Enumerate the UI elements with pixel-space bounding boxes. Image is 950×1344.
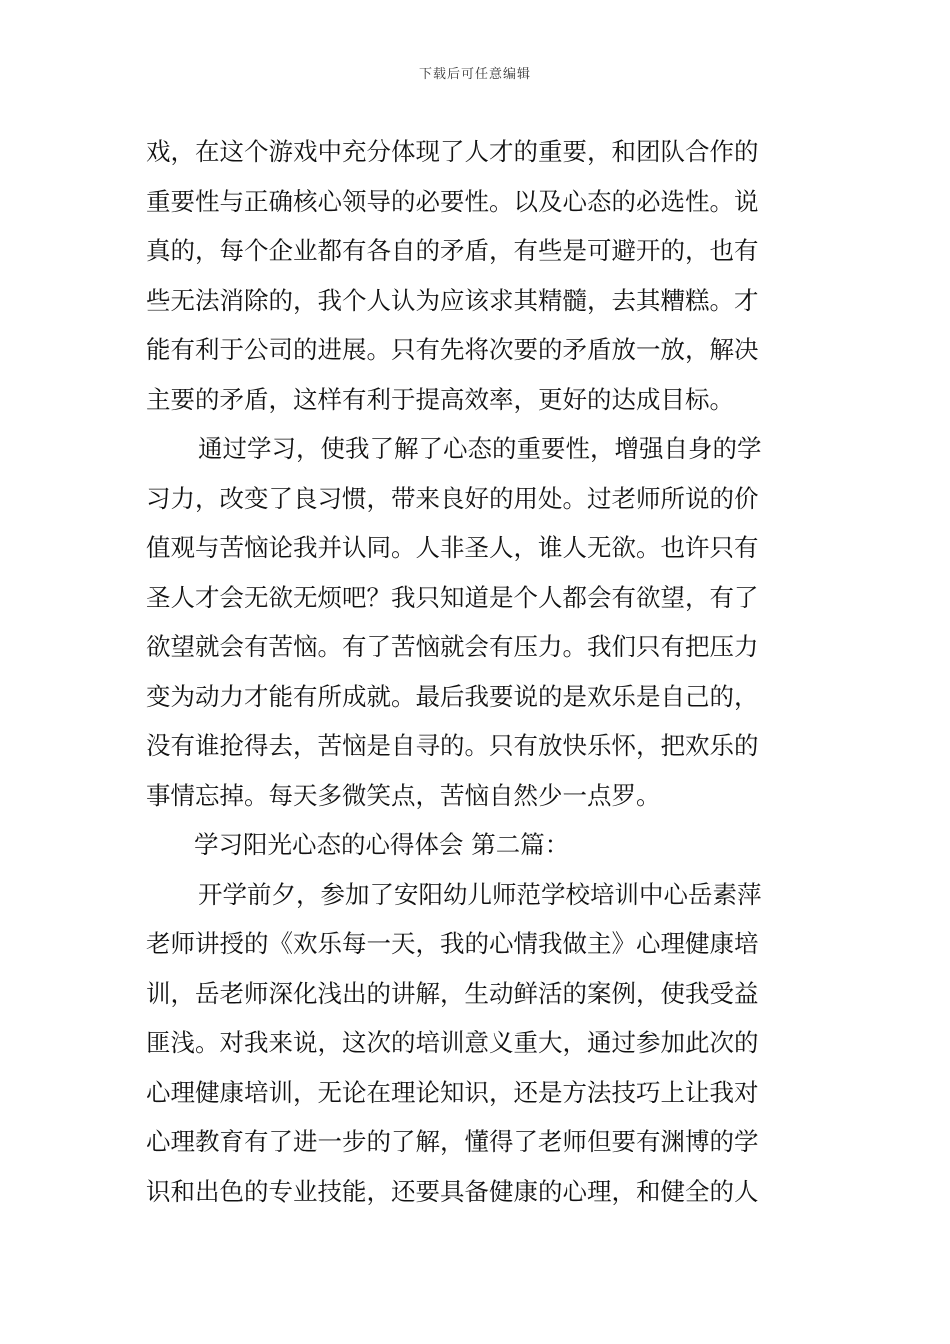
- section-heading: 学习阳光心态的心得体会 第二篇：: [194, 830, 570, 859]
- text-line: 主要的矛盾，这样有利于提高效率，更好的达成目标。: [146, 384, 734, 414]
- text-line: 戏，在这个游戏中充分体现了人才的重要，和团队合作的: [146, 137, 759, 166]
- text-line: 圣人才会无欲无烦吧？我只知道是个人都会有欲望，有了: [146, 582, 759, 612]
- text-line: 些无法消除的，我个人认为应该求其精髓，去其糟糕。才: [146, 285, 759, 315]
- text-line: 重要性与正确核心领导的必要性。以及心态的必选性。说: [146, 186, 759, 216]
- paragraph-start-line: 通过学习，使我了解了心态的重要性，增强自身的学: [198, 434, 762, 463]
- text-line: 变为动力才能有所成就。最后我要说的是欢乐是自己的，: [146, 681, 759, 711]
- text-line: 真的，每个企业都有各自的矛盾，有些是可避开的，也有: [146, 236, 759, 265]
- paragraph-start-line: 开学前夕，参加了安阳幼儿师范学校培训中心岳素萍: [198, 879, 762, 909]
- text-line: 值观与苦恼论我并认同。人非圣人，谁人无欲。也许只有: [146, 533, 759, 562]
- page-header: 下载后可任意编辑: [418, 67, 531, 82]
- text-line: 没有谁抢得去，苦恼是自寻的。只有放快乐怀，把欢乐的: [146, 731, 759, 760]
- document-body: [146, 127, 816, 1216]
- text-line: 事情忘掉。每天多微笑点，苦恼自然少一点罗。: [146, 780, 661, 810]
- text-line: 训，岳老师深化浅出的讲解，生动鲜活的案例，使我受益: [146, 978, 759, 1008]
- text-line: 识和出色的专业技能，还要具备健康的心理，和健全的人: [146, 1176, 759, 1206]
- text-line: 习力，改变了良习惯，带来良好的用处。过老师所说的价: [146, 483, 759, 513]
- text-line: 匪浅。对我来说，这次的培训意义重大，通过参加此次的: [146, 1028, 759, 1057]
- text-line: 心理教育有了进一步的了解，懂得了老师但要有渊博的学: [146, 1127, 759, 1156]
- text-line: 心理健康培训，无论在理论知识，还是方法技巧上让我对: [146, 1077, 759, 1107]
- text-line: 欲望就会有苦恼。有了苦恼就会有压力。我们只有把压力: [146, 632, 759, 661]
- text-line: 能有利于公司的进展。只有先将次要的矛盾放一放，解决: [146, 335, 759, 364]
- text-line: 老师讲授的《欢乐每一天，我的心情我做主》心理健康培: [146, 929, 759, 958]
